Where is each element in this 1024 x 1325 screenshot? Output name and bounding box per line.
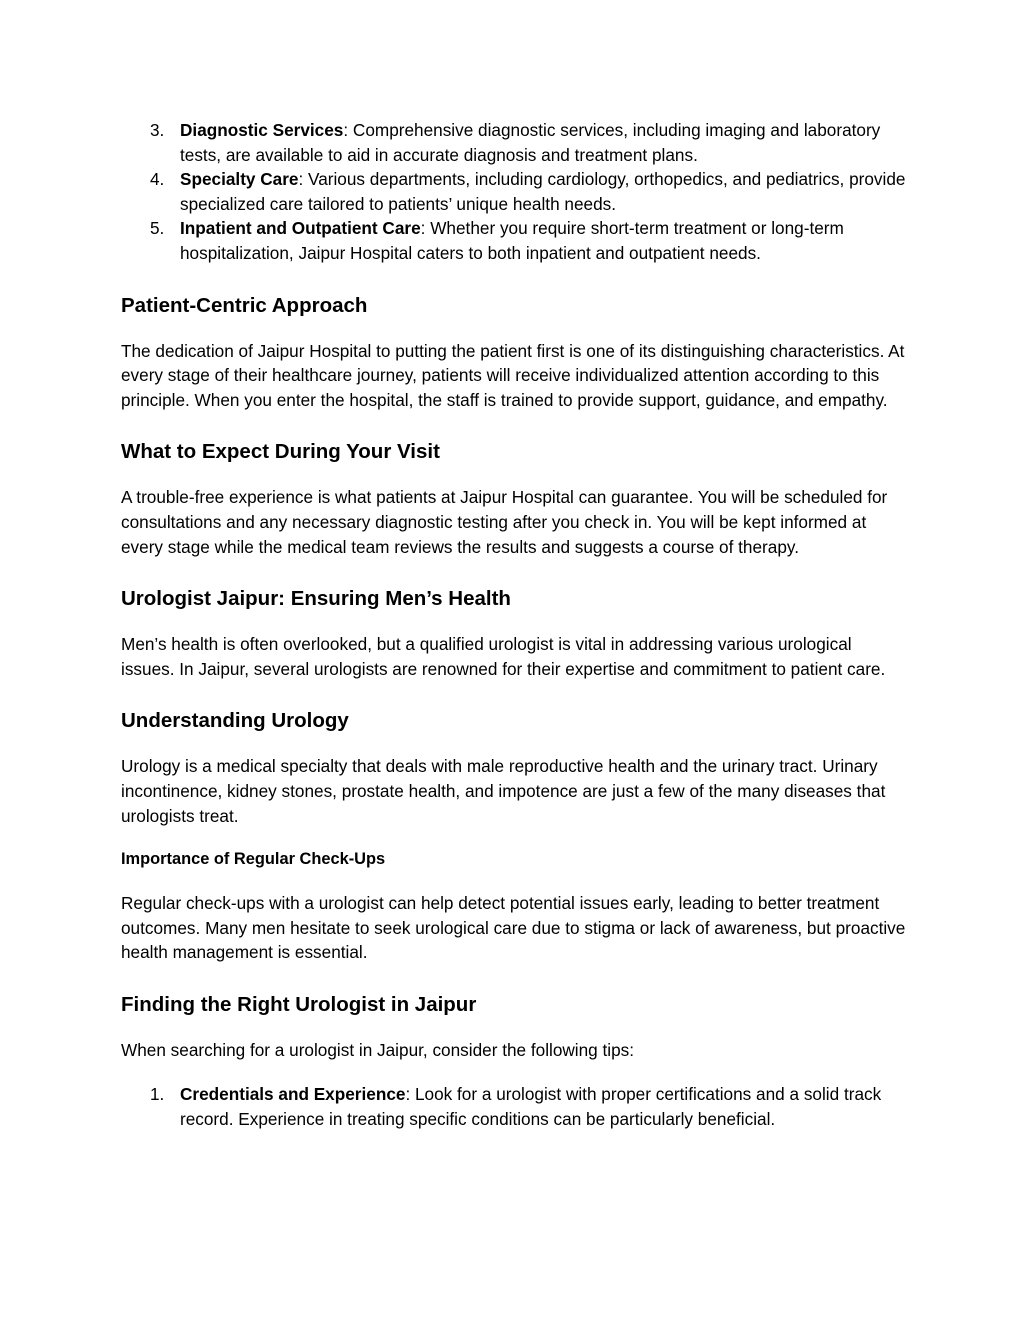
list-text: : Comprehensive diagnostic services, including imaging and laboratory tests, are available to aid in accurate diagnosis and treatment plans.	[180, 120, 881, 165]
list-number: 4.	[150, 169, 165, 190]
list-term: Credentials and Experience	[180, 1084, 406, 1105]
list-term: Specialty Care	[180, 169, 299, 190]
list-number: 3.	[150, 120, 165, 140]
subsection-heading-checkups: Importance of Regular Check-Ups	[121, 850, 386, 869]
list-text: : Look for a urologist with proper certifications and a solid track record. Experience in treating specific conditions can be particularly beneficial.	[180, 1084, 882, 1130]
section-body-expect: A trouble-free experience is what patients at Jaipur Hospital can guarantee. You will be scheduled for consultations and any necessary diagnostic testing after you check in. You will be kept informed at every stage while the medical team reviews the results and suggests a course of therapy.	[121, 487, 888, 557]
section-body-finding: When searching for a urologist in Jaipur, consider the following tips:	[121, 1039, 635, 1060]
list-term: Diagnostic Services	[180, 120, 344, 140]
list-item	[121, 1082, 906, 1131]
section-heading-understanding: Understanding Urology	[121, 709, 349, 733]
section-heading-finding: Finding the Right Urologist in Jaipur	[121, 992, 477, 1016]
tips-list	[121, 1082, 906, 1131]
subsection-body-checkups: Regular check-ups with a urologist can help detect potential issues early, leading to better treatment outcomes. Many men hesitate to seek urological care due to stigma or lack of awareness, but proactive health management is essential.	[121, 893, 906, 963]
list-item	[121, 167, 906, 216]
list-term: Inpatient and Outpatient Care	[180, 218, 421, 239]
section-body-urologist: Men’s health is often overlooked, but a qualified urologist is vital in addressing various urological issues. In Jaipur, several urologists are renowned for their expertise and commitment to patient care.	[121, 634, 886, 679]
section-heading-urologist: Urologist Jaipur: Ensuring Men’s Health	[121, 587, 511, 611]
list-number: 1.	[150, 1084, 165, 1105]
list-text: : Whether you require short-term treatment or long-term hospitalization, Jaipur Hospital caters to both inpatient and outpatient needs.	[180, 218, 844, 263]
list-item	[121, 216, 906, 265]
list-text: : Various departments, including cardiology, orthopedics, and pediatrics, provide specialized care tailored to patients’ unique health needs.	[180, 169, 906, 214]
section-heading-expect: What to Expect During Your Visit	[121, 440, 440, 464]
list-number: 5.	[150, 218, 165, 239]
services-list	[121, 118, 906, 266]
section-body-understanding: Urology is a medical specialty that deals with male reproductive health and the urinary tract. Urinary incontinence, kidney stones, prostate health, and impotence are just a few of the many diseases that urologists treat.	[121, 756, 886, 826]
document-page	[121, 118, 906, 1132]
section-heading-patient: Patient-Centric Approach	[121, 293, 368, 317]
section-body-patient: The dedication of Jaipur Hospital to putting the patient first is one of its distinguishing characteristics. At every stage of their healthcare journey, patients will receive individualized attention according to this principle. When you enter the hospital, the staff is trained to provide support, guidance, and empathy.	[121, 340, 905, 410]
list-item	[121, 118, 906, 167]
